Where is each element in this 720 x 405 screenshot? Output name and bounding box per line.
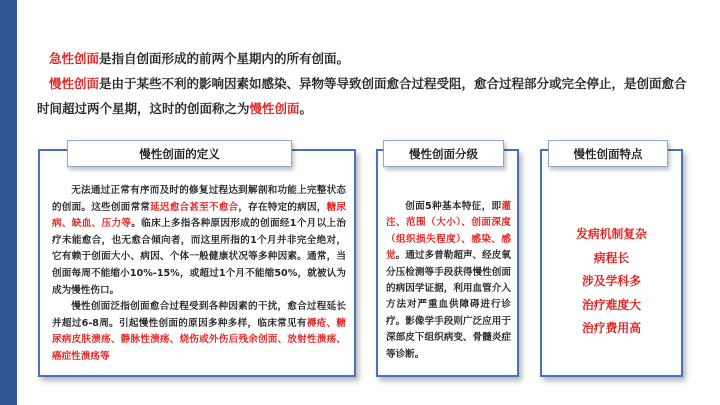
acute-wound-definition — [37, 46, 697, 71]
intro-text — [37, 46, 697, 121]
grading-highlight: 灌注、范围（大小）、创面深度（组织损失程度）、感染、感觉 — [386, 201, 511, 262]
definition-text: ，存在特定的病因， — [238, 201, 327, 213]
feature-item: 病程长 — [593, 250, 630, 265]
grading-panel-body — [386, 199, 511, 363]
chronic-wound-period: 。 — [299, 101, 313, 116]
chronic-wound-term: 慢性创面 — [49, 76, 100, 91]
definition-text: 无法通过正常有序而及时的修复过程达到解剖和功能上完整状态的创面。这些创面常常 — [52, 185, 346, 213]
definition-panel-body — [52, 183, 346, 366]
feature-item: 治疗难度大 — [582, 297, 641, 312]
feature-item: 治疗费用高 — [582, 321, 641, 336]
definition-text: 。临床上多指各种原因形成的创面经1个月以上治疗未能愈合，也无愈合倾向者，而这里所指的1个月并非完全绝对，它有赖于创面大小、病因、个体一般健康状况等多种因素。通常，当创面每周不能缩小10%-15%，或超过1个月不能缩50%，就被认为成为慢性伤口。 — [52, 218, 346, 296]
definition-highlight: 褥疮、糖尿病皮肤溃疡、静脉性溃疡、烧伤或外伤后残余创面、放射性溃疡、癌症性溃疡等 — [52, 317, 347, 362]
chronic-wound-definition — [37, 71, 697, 121]
acute-wound-text: 是指自创面形成的前两个星期内的所有创面。 — [99, 51, 350, 66]
definition-highlight: 延迟愈合甚至不愈合 — [150, 201, 239, 213]
acute-wound-term: 急性创面 — [49, 51, 100, 66]
definition-highlight: 糖尿病、缺血、压力等 — [52, 201, 347, 230]
chronic-wound-text: 是由于某些不利的影响因素如感染、异物等导致创面愈合过程受阻，愈合过程部分或完全停止，是创面愈合时间超过两个星期，这时的创面称之为 — [37, 76, 687, 116]
chronic-wound-term-end: 慢性创面 — [249, 101, 300, 116]
features-panel-title: 慢性创面特点 — [548, 140, 668, 167]
feature-item: 涉及学科多 — [582, 274, 641, 289]
left-accent-bar — [0, 0, 17, 405]
grading-panel-title: 慢性创面分级 — [383, 140, 504, 167]
definition-paragraph-2 — [52, 299, 346, 365]
definition-text: 慢性创面泛指创面愈合过程受到各种因素的干扰，愈合过程延长并超过6-8周。引起慢性创面的原因多种多样，临床常见有 — [52, 301, 346, 329]
grading-text: 创面5种基本特征，即 — [405, 201, 502, 212]
definition-panel-title: 慢性创面的定义 — [67, 140, 292, 167]
grading-text: 。通过多普勒超声、经皮氧分压检测等手段获得慢性创面的病因学证据，利用血管介入方法对严重血供障碍进行诊疗。影像学手段则广泛应用于深部皮下组织病变、骨髓炎症等诊断。 — [386, 250, 512, 360]
grading-paragraph — [386, 199, 511, 363]
features-list — [540, 223, 683, 341]
definition-paragraph-1 — [52, 183, 346, 299]
feature-item: 发病机制复杂 — [576, 227, 647, 241]
